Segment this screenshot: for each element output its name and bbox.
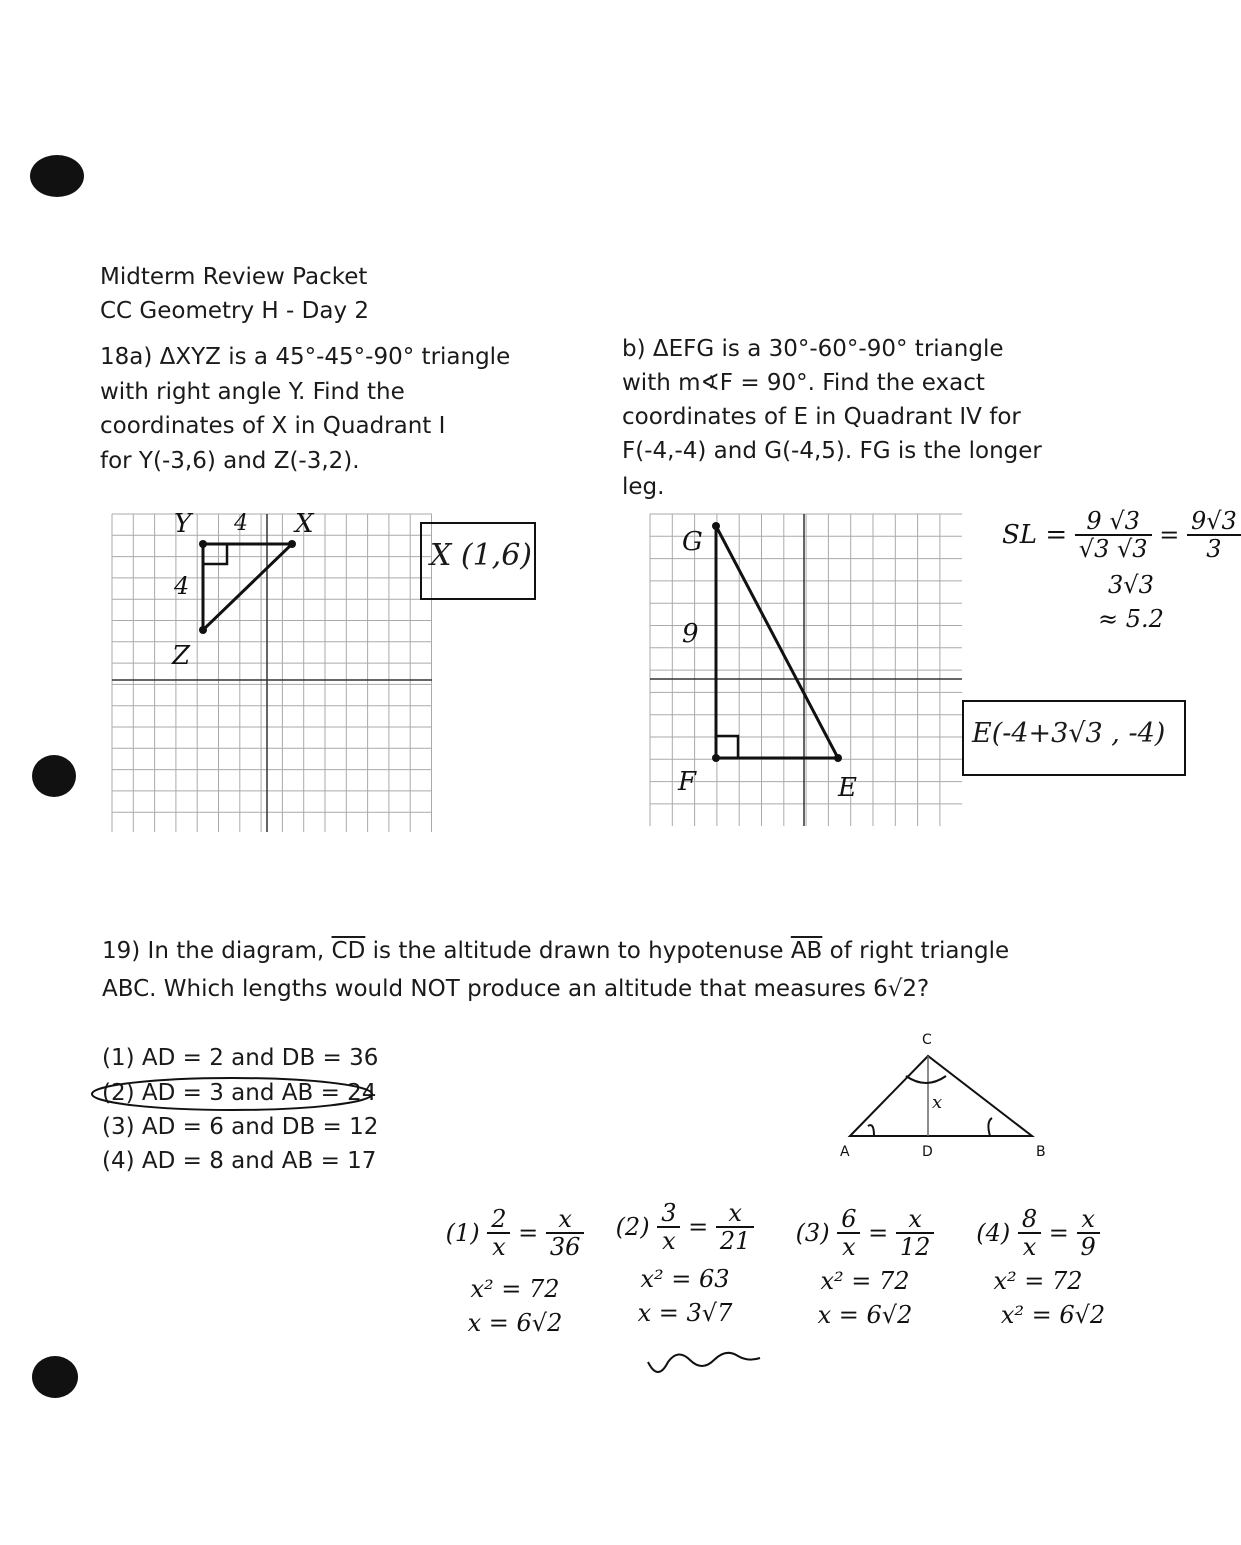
coordinate-grid-18a bbox=[112, 509, 432, 832]
choice-1: (1) AD = 2 and DB = 36 bbox=[102, 1045, 379, 1071]
q18b-line: F(-4,-4) and G(-4,5). FG is the longer bbox=[622, 438, 1042, 464]
work-line-2: x² = 72 bbox=[993, 1267, 1083, 1295]
q18a-line: 18a) ΔXYZ is a 45°-45°-90° triangle bbox=[100, 344, 511, 370]
right-denominator: 36 bbox=[549, 1233, 581, 1261]
q18a-line: coordinates of X in Quadrant I bbox=[100, 413, 446, 439]
q18a-line: with right angle Y. Find the bbox=[100, 379, 405, 405]
label-top-length: 4 bbox=[234, 511, 248, 536]
choice-3: (3) AD = 6 and DB = 12 bbox=[102, 1114, 379, 1140]
right-denominator: 9 bbox=[1080, 1233, 1096, 1261]
work-tag: (2) bbox=[615, 1213, 650, 1241]
label-d: D bbox=[922, 1144, 933, 1160]
work-18b: SL = $\frac{9 √3}{√3 √3}$ = $\frac{9√3}{3}$ 3√3 ≈ 5.2 bbox=[1002, 508, 1192, 636]
work-19-3: (3) $\frac{6}{x}$ = $\frac{x}{12}$ x² = 72 x = 6√2 bbox=[790, 1206, 940, 1332]
left-denominator: x bbox=[1022, 1233, 1037, 1261]
right-angle-marker bbox=[203, 544, 227, 564]
label-x: x bbox=[932, 1092, 943, 1113]
q19-line-2: ABC. Which lengths would NOT produce an altitude that measures 6√2? bbox=[102, 976, 930, 1002]
left-numerator: 8 bbox=[1018, 1206, 1041, 1234]
angle-mark-a bbox=[868, 1125, 874, 1136]
label-a: A bbox=[840, 1144, 850, 1160]
triangle-efg bbox=[716, 526, 838, 758]
page-title: Midterm Review Packet bbox=[100, 264, 368, 290]
coordinate-grid-18b bbox=[650, 514, 962, 826]
angle-mark-c bbox=[906, 1076, 946, 1083]
q19-text-c: of right triangle bbox=[822, 938, 1010, 964]
q19-text-b: is the altitude drawn to hypotenuse bbox=[365, 938, 791, 964]
work-line-3: x = 6√2 bbox=[467, 1309, 563, 1337]
frac1-denominator: √3 √3 bbox=[1078, 535, 1148, 563]
answer-18a: X (1,6) bbox=[430, 538, 533, 573]
q18b-line: coordinates of E in Quadrant IV for bbox=[622, 404, 1021, 430]
choice-4: (4) AD = 8 and AB = 17 bbox=[102, 1148, 377, 1174]
answer-18b: E(-4+3√3 , -4) bbox=[972, 718, 1166, 749]
work-line-2: x² = 72 bbox=[820, 1267, 910, 1295]
punch-hole-top bbox=[30, 155, 84, 197]
angle-mark-b bbox=[988, 1118, 992, 1136]
right-numerator: x bbox=[896, 1206, 935, 1234]
label-side-length: 9 bbox=[682, 619, 699, 649]
right-angle-marker bbox=[716, 736, 738, 758]
choice-2: (2) AD = 3 and AB = 24 bbox=[102, 1080, 377, 1106]
q19-text-a: 19) In the diagram, bbox=[102, 938, 332, 964]
page-subtitle: CC Geometry H - Day 2 bbox=[100, 298, 370, 324]
work-19-1: (1) $\frac{2}{x}$ = $\frac{x}{36}$ x² = 72 x = 6√2 bbox=[440, 1206, 590, 1340]
left-denominator: x bbox=[662, 1227, 676, 1255]
label-f: F bbox=[678, 767, 697, 797]
label-g: G bbox=[682, 527, 703, 557]
segment-cd: $\overline{CD}$ bbox=[331, 938, 366, 964]
left-denominator: x bbox=[842, 1233, 856, 1261]
label-b: B bbox=[1036, 1144, 1046, 1160]
q18b-line: with m∢F = 90°. Find the exact bbox=[622, 370, 985, 396]
answer-box-18b bbox=[962, 700, 1186, 776]
work-line-3: x = 3√7 bbox=[637, 1299, 733, 1327]
sl-label: SL = bbox=[1002, 520, 1068, 550]
work-line-3: x = 6√2 bbox=[817, 1301, 913, 1329]
work-line-2: x² = 63 bbox=[640, 1265, 730, 1293]
label-z: Z bbox=[172, 641, 191, 671]
right-numerator: x bbox=[1077, 1206, 1100, 1234]
work-tag: (1) bbox=[445, 1219, 480, 1247]
label-side-length: 4 bbox=[174, 572, 190, 600]
answer-box-18a bbox=[420, 522, 536, 600]
work-19-2: (2) $\frac{3}{x}$ = $\frac{x}{21}$ x² = 63 x = 3√7 bbox=[610, 1200, 760, 1330]
punch-hole-middle bbox=[32, 755, 76, 797]
circled-answer-mark bbox=[90, 1076, 380, 1112]
q19-line-1 bbox=[102, 934, 1009, 969]
work-line-3: ≈ 5.2 bbox=[1098, 605, 1164, 633]
left-denominator: x bbox=[492, 1233, 506, 1261]
right-denominator: 21 bbox=[719, 1227, 751, 1255]
segment-ab: $\overline{AB}$ bbox=[790, 938, 823, 964]
squiggle-underline bbox=[646, 1350, 766, 1374]
work-line-2: 3√3 bbox=[1108, 571, 1154, 599]
label-y: Y bbox=[174, 509, 192, 539]
left-numerator: 6 bbox=[837, 1206, 860, 1234]
work-line-3: x² = 6√2 bbox=[1000, 1301, 1106, 1329]
q18a-line: for Y(-3,6) and Z(-3,2). bbox=[100, 448, 360, 474]
right-triangle-abc-diagram bbox=[836, 1028, 1056, 1162]
label-x: X bbox=[295, 509, 314, 539]
right-denominator: 12 bbox=[899, 1233, 931, 1261]
work-tag: (4) bbox=[976, 1219, 1011, 1247]
q18b-line: b) ΔEFG is a 30°-60°-90° triangle bbox=[622, 336, 1004, 362]
left-numerator: 2 bbox=[487, 1206, 510, 1234]
punch-hole-bottom bbox=[32, 1356, 78, 1398]
label-c: C bbox=[922, 1032, 932, 1048]
q18b-line: leg. bbox=[622, 474, 665, 500]
left-numerator: 3 bbox=[657, 1200, 680, 1228]
right-numerator: x bbox=[716, 1200, 755, 1228]
work-tag: (3) bbox=[795, 1219, 830, 1247]
frac1-numerator: 9 √3 bbox=[1075, 508, 1152, 536]
right-numerator: x bbox=[546, 1206, 585, 1234]
work-line-2: x² = 72 bbox=[470, 1275, 560, 1303]
work-19-4: (4) $\frac{8}{x}$ = $\frac{x}{9}$ x² = 72 x² = 6√2 bbox=[958, 1206, 1118, 1332]
frac2-denominator: 3 bbox=[1206, 535, 1222, 563]
frac2-numerator: 9√3 bbox=[1187, 508, 1241, 536]
label-e: E bbox=[838, 773, 857, 803]
